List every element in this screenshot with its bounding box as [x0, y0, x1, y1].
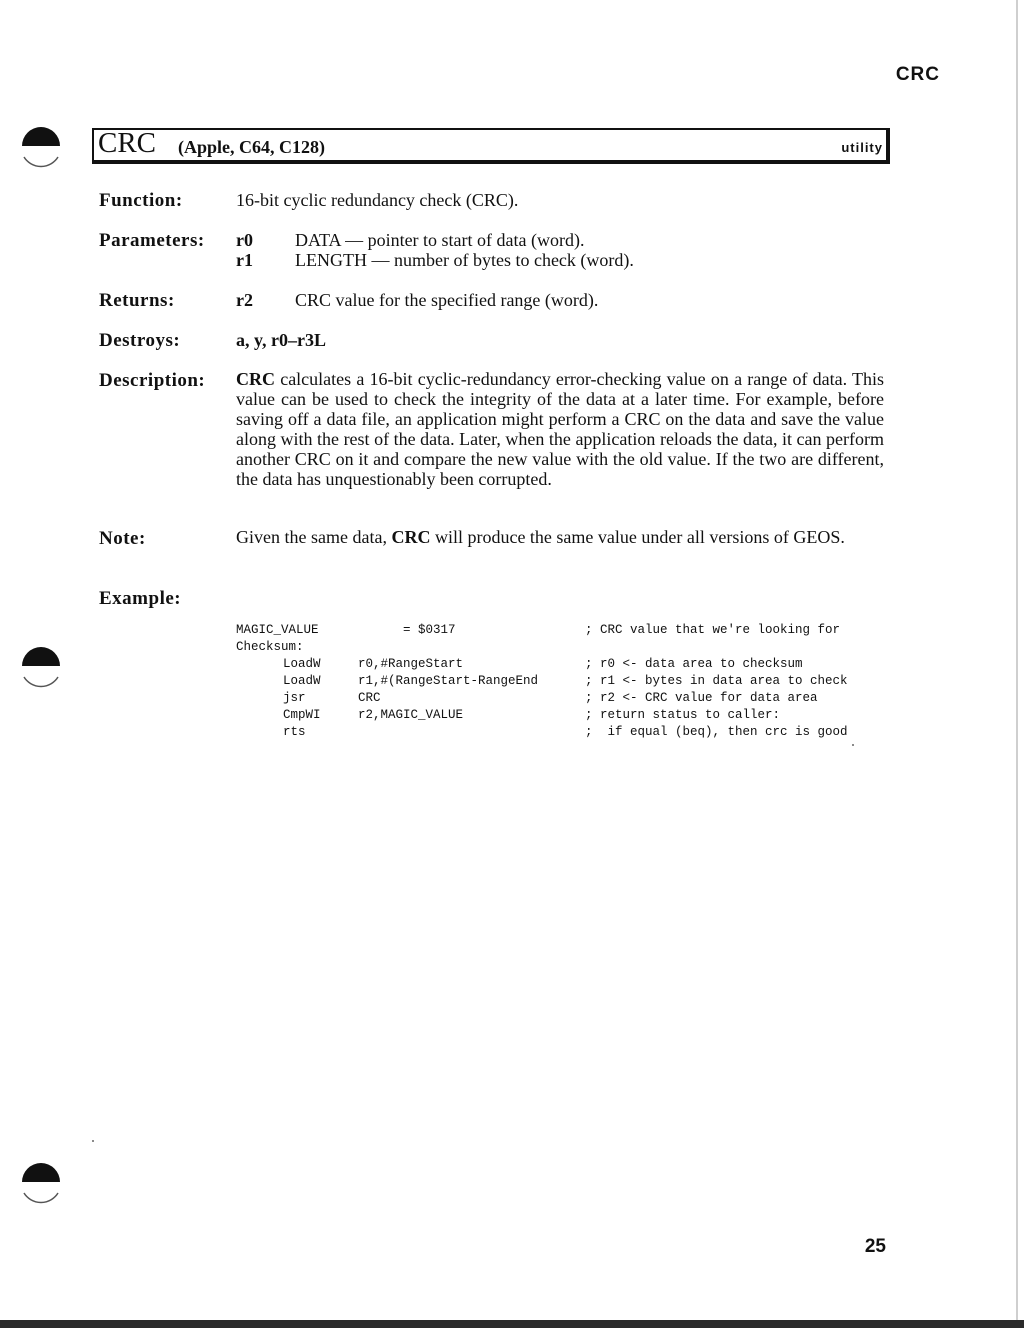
code-operand: = $0317 — [358, 623, 456, 637]
returns-description: CRC value for the specified range (word). — [295, 290, 599, 310]
scan-speck — [852, 744, 854, 746]
code-comment: ; r2 <- CRC value for data area — [585, 691, 818, 705]
note-text-before: Given the same data, — [236, 527, 392, 547]
page-edge-bottom — [0, 1320, 1024, 1328]
code-comment: ; return status to caller: — [585, 708, 781, 722]
note-label: Note: — [99, 528, 146, 549]
code-opcode: LoadW — [283, 657, 321, 671]
code-line — [236, 609, 896, 637]
code-opcode: rts — [283, 725, 306, 739]
code-operand: CRC — [358, 691, 381, 705]
parameter-description: DATA — pointer to start of data (word). — [295, 230, 585, 250]
note-text-after: will produce the same value under all versions of GEOS. — [430, 527, 845, 547]
routine-name: CRC — [98, 127, 157, 159]
code-comment: ; CRC value that we're looking for — [585, 623, 841, 637]
parameter-register: r0 — [236, 230, 253, 250]
code-comment: ; r0 <- data area to checksum — [585, 657, 803, 671]
code-line — [236, 660, 896, 688]
code-operand: r2,MAGIC_VALUE — [358, 708, 464, 722]
description-label: Description: — [99, 370, 206, 391]
description-lead: CRC — [236, 369, 275, 389]
code-comment: ; r1 <- bytes in data area to check — [585, 674, 848, 688]
binder-hole-icon — [18, 644, 64, 690]
destroys-text: a, y, r0–r3L — [236, 330, 326, 350]
binder-hole-icon — [18, 124, 64, 170]
routine-category: utility — [841, 140, 883, 155]
example-label: Example: — [99, 588, 182, 609]
code-line — [236, 677, 896, 705]
code-operand: r0,#RangeStart — [358, 657, 464, 671]
code-operand: r1,#(RangeStart-RangeEnd — [358, 674, 539, 688]
code-line — [236, 711, 896, 739]
note-text — [236, 527, 884, 547]
description-text — [236, 369, 884, 489]
page-number: 25 — [864, 1236, 886, 1257]
description-body: calculates a 16-bit cyclic-redundancy error-checking value on a range of data. This value can be used to check the integrity of the data at a later time. For example, before saving off a data file, an application might perform a CRC on the data and save the value along with the rest of the data. Later, when the application reloads the data, it can perform another CRC on it and compare the new value with the old value. If the two are different, the data has unquestionably been corrupted. — [236, 369, 884, 489]
page-edge-right — [1016, 0, 1018, 1328]
routine-platforms: (Apple, C64, C128) — [178, 137, 325, 157]
binder-hole-icon — [18, 1160, 64, 1206]
parameters-label: Parameters: — [99, 230, 205, 251]
returns-register: r2 — [236, 290, 253, 310]
destroys-label: Destroys: — [99, 330, 181, 351]
code-opcode: CmpWI — [283, 708, 321, 722]
code-opcode: jsr — [283, 691, 306, 705]
parameter-description: LENGTH — number of bytes to check (word). — [295, 250, 634, 270]
routine-title-box — [92, 128, 890, 164]
code-line — [236, 694, 896, 722]
code-line — [236, 643, 896, 671]
code-label: MAGIC_VALUE — [236, 623, 319, 637]
code-comment: ; if equal (beq), then crc is good — [585, 725, 848, 739]
code-line — [236, 626, 896, 654]
scan-speck — [92, 1140, 94, 1142]
parameter-register: r1 — [236, 250, 253, 270]
example-code-block — [236, 609, 896, 739]
code-label: Checksum: — [236, 640, 304, 654]
running-head: CRC — [895, 64, 940, 85]
note-text-bold: CRC — [391, 527, 431, 547]
function-label: Function: — [99, 190, 183, 211]
function-text: 16-bit cyclic redundancy check (CRC). — [236, 190, 519, 210]
code-opcode: LoadW — [283, 674, 321, 688]
returns-label: Returns: — [99, 290, 175, 311]
